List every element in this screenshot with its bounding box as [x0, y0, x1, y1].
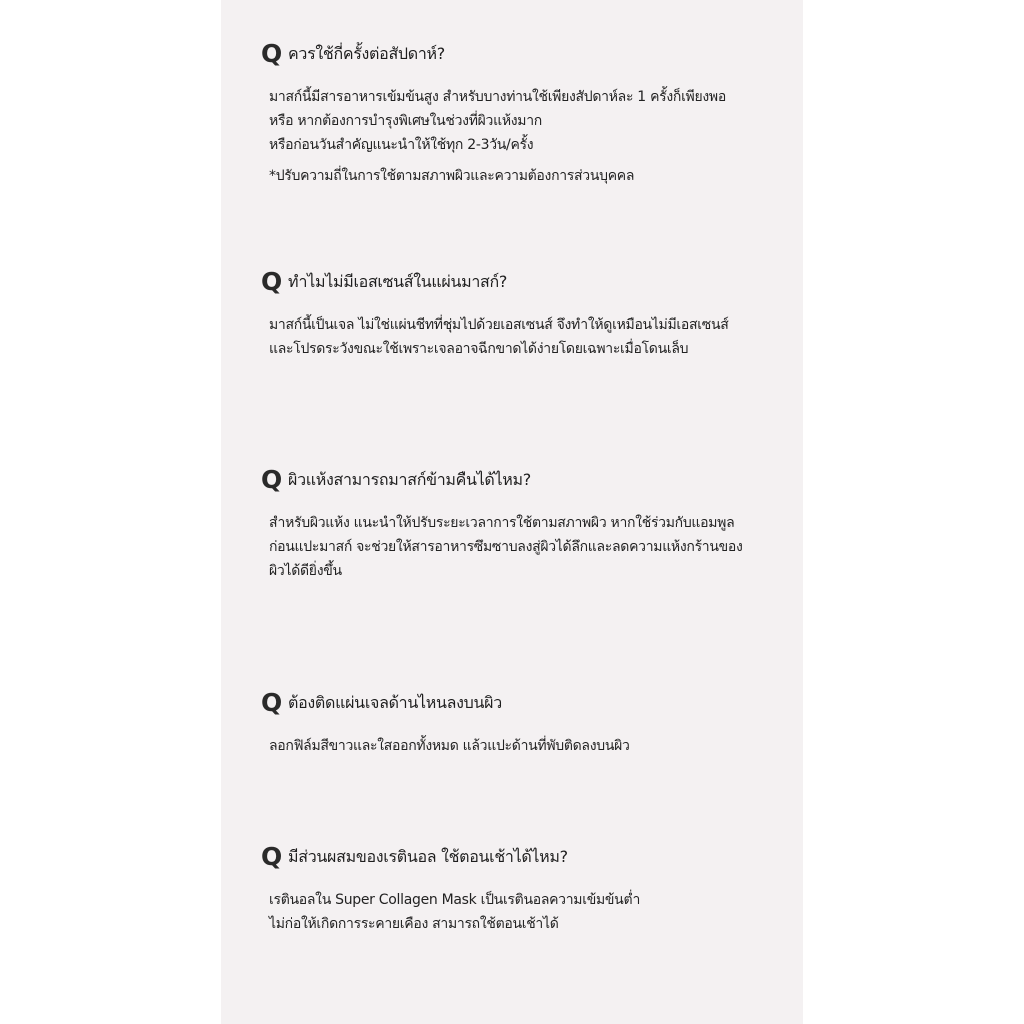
answer-line: มาสก์นี้เป็นเจล ไม่ใช่แผ่นชีทที่ชุ่มไปด้วยเอสเซนส์ จึงทำให้ดูเหมือนไม่มีเอสเซนส์: [269, 317, 729, 333]
faq-question: ผิวแห้งสามารถมาสก์ข้ามคืนได้ไหม?: [288, 470, 531, 489]
answer-line: ผิวได้ดียิ่งขึ้น: [269, 563, 342, 579]
faq-question-row: [261, 844, 781, 870]
faq-item: [261, 467, 781, 583]
faq-question-row: [261, 690, 781, 716]
faq-answer: [261, 888, 781, 936]
answer-line: สำหรับผิวแห้ง แนะนำให้ปรับระยะเวลาการใช้ตามสภาพผิว หากใช้ร่วมกับแอมพูล: [269, 515, 735, 531]
faq-item: [261, 844, 781, 936]
faq-question: ต้องติดแผ่นเจลด้านไหนลงบนผิว: [288, 693, 502, 712]
faq-question: ควรใช้กี่ครั้งต่อสัปดาห์?: [288, 44, 445, 63]
faq-question-row: [261, 269, 781, 295]
q-icon: Q: [261, 267, 282, 296]
faq-answer: [261, 511, 781, 583]
answer-line: ลอกฟิล์มสีขาวและใสออกทั้งหมด แล้วแปะด้านที่พับติดลงบนผิว: [269, 738, 630, 754]
faq-item: [261, 41, 781, 188]
faq-answer: [261, 734, 781, 758]
answer-note: *ปรับความถี่ในการใช้ตามสภาพผิวและความต้องการส่วนบุคคล: [269, 168, 635, 184]
faq-item: [261, 269, 781, 361]
q-icon: Q: [261, 842, 282, 871]
faq-item: [261, 690, 781, 758]
faq-question: มีส่วนผสมของเรตินอล ใช้ตอนเช้าได้ไหม?: [288, 847, 568, 866]
faq-panel: [221, 0, 803, 1024]
answer-line: หรือก่อนวันสำคัญแนะนำให้ใช้ทุก 2-3วัน/ครั้ง: [269, 137, 534, 153]
answer-line: หรือ หากต้องการบำรุงพิเศษในช่วงที่ผิวแห้งมาก: [269, 113, 542, 129]
answer-line: ไม่ก่อให้เกิดการระคายเคือง สามารถใช้ตอนเช้าได้: [269, 916, 559, 932]
answer-line: เรตินอลใน Super Collagen Mask เป็นเรตินอลความเข้มข้นต่ำ: [269, 892, 641, 908]
answer-line: ก่อนแปะมาสก์ จะช่วยให้สารอาหารซึมซาบลงสู่ผิวได้ลึกและลดความแห้งกร้านของ: [269, 539, 743, 555]
faq-question-row: [261, 467, 781, 493]
faq-answer: [261, 313, 781, 361]
q-icon: Q: [261, 465, 282, 494]
q-icon: Q: [261, 39, 282, 68]
faq-question: ทำไมไม่มีเอสเซนส์ในแผ่นมาสก์?: [288, 272, 508, 291]
faq-answer: [261, 85, 781, 188]
faq-question-row: [261, 41, 781, 67]
answer-line: มาสก์นี้มีสารอาหารเข้มข้นสูง สำหรับบางท่านใช้เพียงสัปดาห์ละ 1 ครั้งก็เพียงพอ: [269, 89, 726, 105]
q-icon: Q: [261, 688, 282, 717]
answer-line: และโปรดระวังขณะใช้เพราะเจลอาจฉีกขาดได้ง่ายโดยเฉพาะเมื่อโดนเล็บ: [269, 341, 689, 357]
